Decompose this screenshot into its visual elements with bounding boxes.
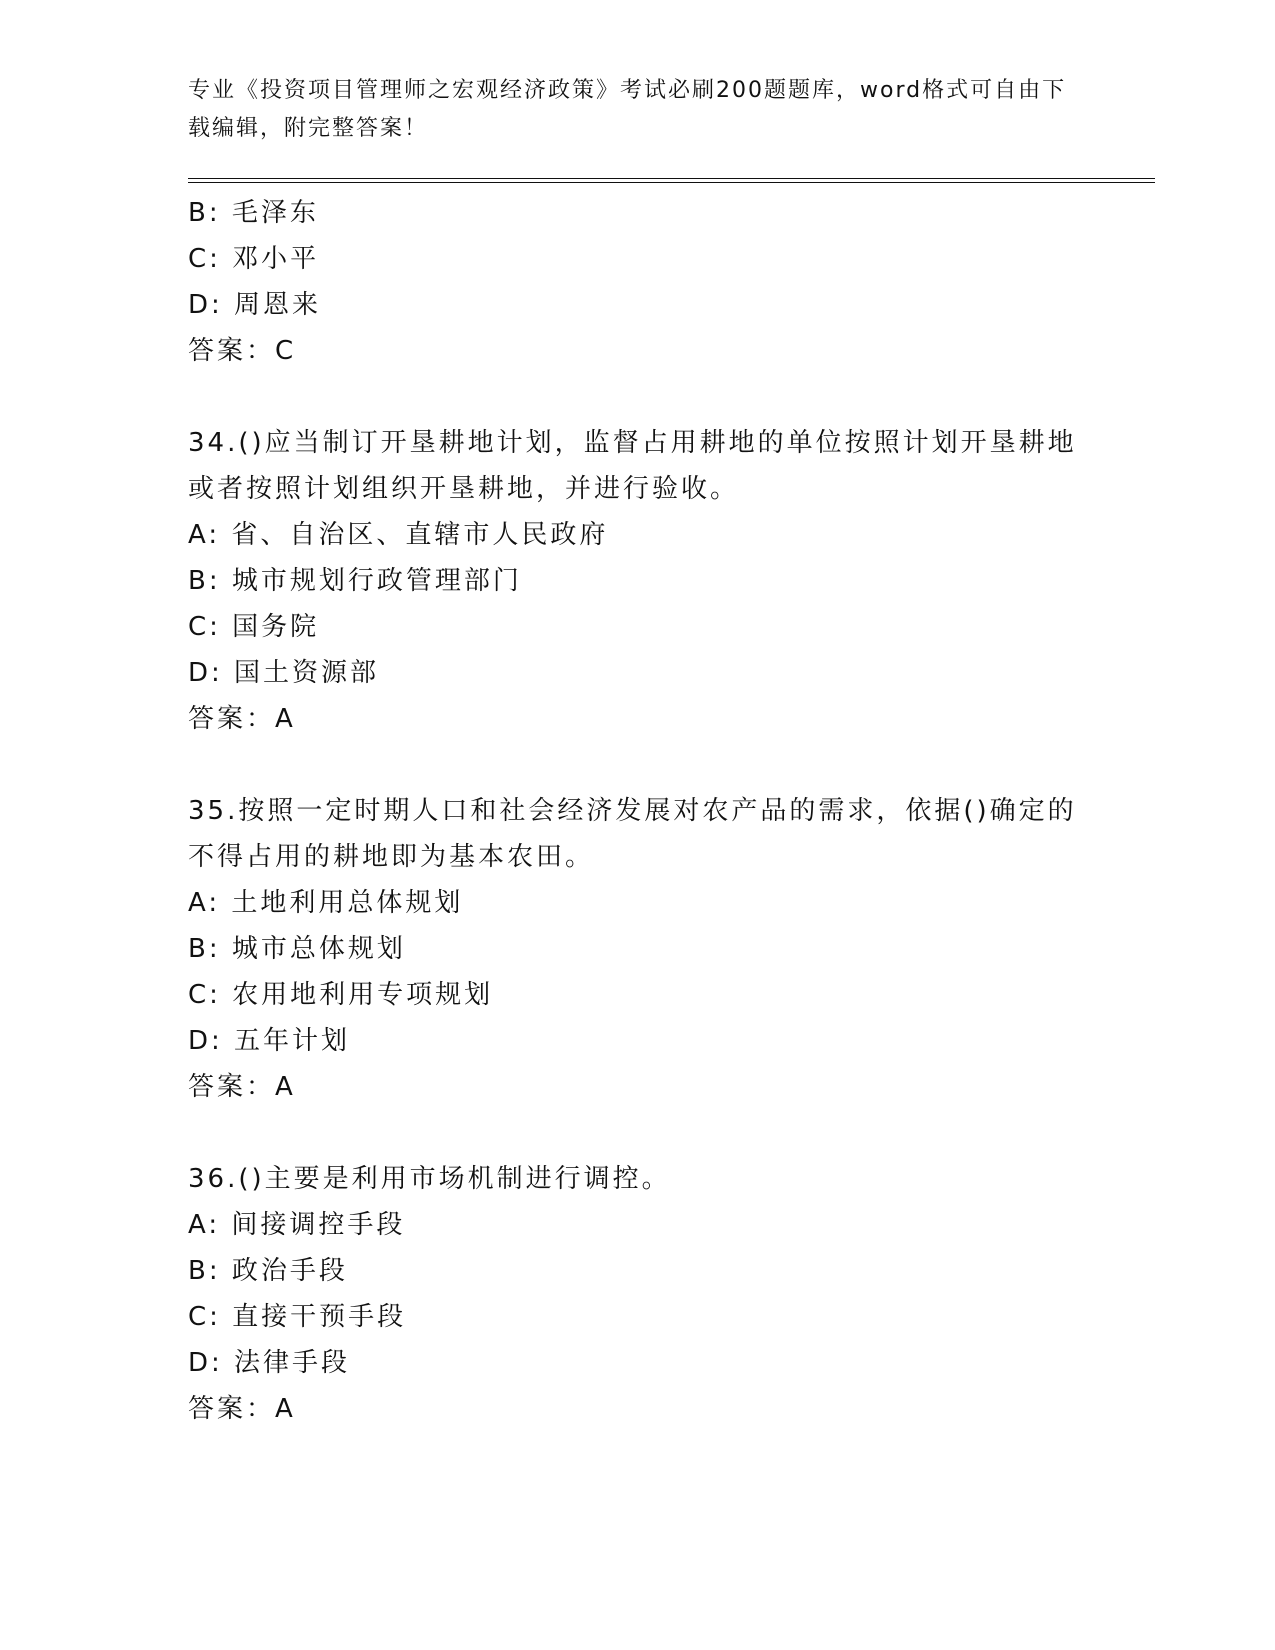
option-c: C: 国务院 xyxy=(188,612,320,642)
question-stem-continued: 不得占用的耕地即为基本农田。 xyxy=(188,842,595,872)
question-34 xyxy=(188,420,1148,742)
answer-line: 答案：A xyxy=(188,704,296,734)
document-header: 专业《投资项目管理师之宏观经济政策》考试必刷200题题库，word格式可自由下载编辑，附完整答案！ xyxy=(188,78,1067,141)
question-36 xyxy=(188,1156,1148,1432)
option-d: D: 五年计划 xyxy=(188,1026,351,1056)
question-stem: 34.()应当制订开垦耕地计划，监督占用耕地的单位按照计划开垦耕地 xyxy=(188,428,1077,458)
answer-line: 答案：A xyxy=(188,1394,296,1424)
question-stem: 36.()主要是利用市场机制进行调控。 xyxy=(188,1164,671,1194)
question-35 xyxy=(188,788,1148,1110)
option-b: B: 城市规划行政管理部门 xyxy=(188,566,522,596)
spacer xyxy=(188,742,1148,788)
question-33-partial xyxy=(188,190,1148,374)
option-c: C: 邓小平 xyxy=(188,244,320,274)
option-b: B: 政治手段 xyxy=(188,1256,348,1286)
question-list xyxy=(188,190,1148,1432)
question-stem-continued: 或者按照计划组织开垦耕地，并进行验收。 xyxy=(188,474,740,504)
header-divider xyxy=(188,178,1155,183)
spacer xyxy=(188,1110,1148,1156)
option-d: D: 周恩来 xyxy=(188,290,322,320)
option-a: A: 土地利用总体规划 xyxy=(188,888,464,918)
option-b: B: 毛泽东 xyxy=(188,198,319,228)
option-c: C: 农用地利用专项规划 xyxy=(188,980,494,1010)
question-stem: 35.按照一定时期人口和社会经济发展对农产品的需求，依据()确定的 xyxy=(188,796,1077,826)
answer-line: 答案：A xyxy=(188,1072,296,1102)
option-d: D: 法律手段 xyxy=(188,1348,351,1378)
option-a: A: 省、自治区、直辖市人民政府 xyxy=(188,520,609,550)
option-a: A: 间接调控手段 xyxy=(188,1210,406,1240)
option-c: C: 直接干预手段 xyxy=(188,1302,407,1332)
spacer xyxy=(188,374,1148,420)
option-b: B: 城市总体规划 xyxy=(188,934,406,964)
answer-line: 答案：C xyxy=(188,336,297,366)
option-d: D: 国土资源部 xyxy=(188,658,380,688)
